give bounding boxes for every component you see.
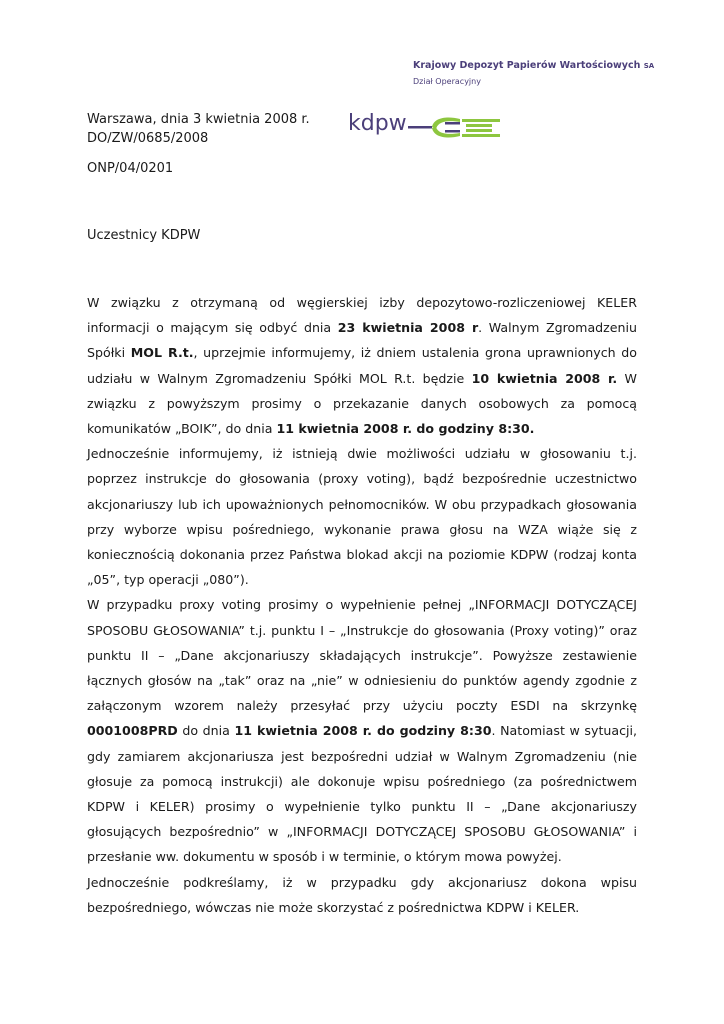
logo-text: kdpw bbox=[348, 111, 407, 136]
letter-body bbox=[87, 290, 637, 920]
paragraph-4: Jednocześnie podkreślamy, iż w przypadku gdy akcjonariusz dokona wpisu bezpośredniego, wówczas nie może skorzystać z pośrednictwa KDPW i KELER. bbox=[87, 874, 637, 915]
paragraph-3: W przypadku proxy voting prosimy o wypełnienie pełnej „INFORMACJI DOTYCZĄCEJ SPOSOBU GŁOSOWANIA” t.j. punktu I – „Instrukcje do głosowania (Proxy voting)” oraz punktu II – „Dane akcjonariuszy składających instrukcje”. Powyższe zestawienie łącznych głosów na „tak” oraz na „nie” w odniesieniu do punktów agendy zgodnie z załączonym wzorem należy przesyłać przy użyciu poczty ESDI na skrzynkę 0001008PRD do dnia 11 kwietnia 2008 r. do godziny 8:30. Natomiast w sytuacji, gdy zamiarem akcjonariusza jest bezpośredni udział w Walnym Zgromadzeniu (nie głosuje za pomocą instrukcji) ale dokonuje wpisu pośredniego (za pośrednictwem KDPW i KELER) prosimy o wypełnienie tylko punktu II – „Dane akcjonariuszy głosujących bezpośrednio” w „INFORMACJI DOTYCZĄCEJ SPOSOBU GŁOSOWANIA” i przesłanie ww. dokumentu w sposób i w terminie, o którym mowa powyżej. bbox=[87, 597, 638, 865]
org-name: Krajowy Depozyt Papierów Wartościowych SA bbox=[413, 60, 655, 71]
org-suffix: SA bbox=[643, 62, 655, 70]
reference-number: ONP/04/0201 bbox=[87, 161, 174, 176]
logo-bar-2 bbox=[445, 130, 460, 133]
letter-meta bbox=[87, 110, 310, 148]
kdpw-logo bbox=[348, 108, 503, 144]
logo-bar-3 bbox=[462, 119, 500, 122]
paragraph-1: W związku z otrzymaną od węgierskiej izby depozytowo-rozliczeniowej KELER informacji o mającym się odbyć dnia 23 kwietnia 2008 r. Walnym Zgromadzeniu Spółki MOL R.t., uprzejmie informujemy, iż dniem ustalenia grona uprawnionych do udziału w Walnym Zgromadzeniu Spółki MOL R.t. będzie 10 kwietnia 2008 r. W związku z powyższym prosimy o przekazanie danych osobowych za pomocą komunikatów „BOIK”, do dnia 11 kwietnia 2008 r. do godziny 8:30. bbox=[87, 295, 637, 437]
logo-bar-1 bbox=[445, 122, 460, 125]
logo-bar-6 bbox=[462, 134, 500, 137]
paragraph-2: Jednocześnie informujemy, iż istnieją dwie możliwości udziału w głosowaniu t.j. poprzez instrukcje do głosowania (proxy voting), bądź bezpośrednie uczestnictwo akcjonariuszy lub ich upoważnionych pełnomocników. W obu przypadkach głosowania przy wyborze wpisu pośredniego, wykonanie prawa głosu na WZA wiąże się z koniecznością dokonania przez Państwa blokad akcji na poziomie KDPW (rodzaj konta „05”, typ operacji „080”). bbox=[87, 446, 637, 588]
document-number: DO/ZW/0685/2008 bbox=[87, 131, 209, 146]
org-header bbox=[413, 60, 713, 86]
addressee: Uczestnicy KDPW bbox=[87, 228, 201, 243]
logo-bar-5 bbox=[466, 129, 492, 132]
logo-bar-4 bbox=[466, 124, 492, 127]
org-department: Dział Operacyjny bbox=[413, 77, 481, 86]
place-date: Warszawa, dnia 3 kwietnia 2008 r. bbox=[87, 112, 310, 127]
logo-underline bbox=[408, 126, 432, 129]
